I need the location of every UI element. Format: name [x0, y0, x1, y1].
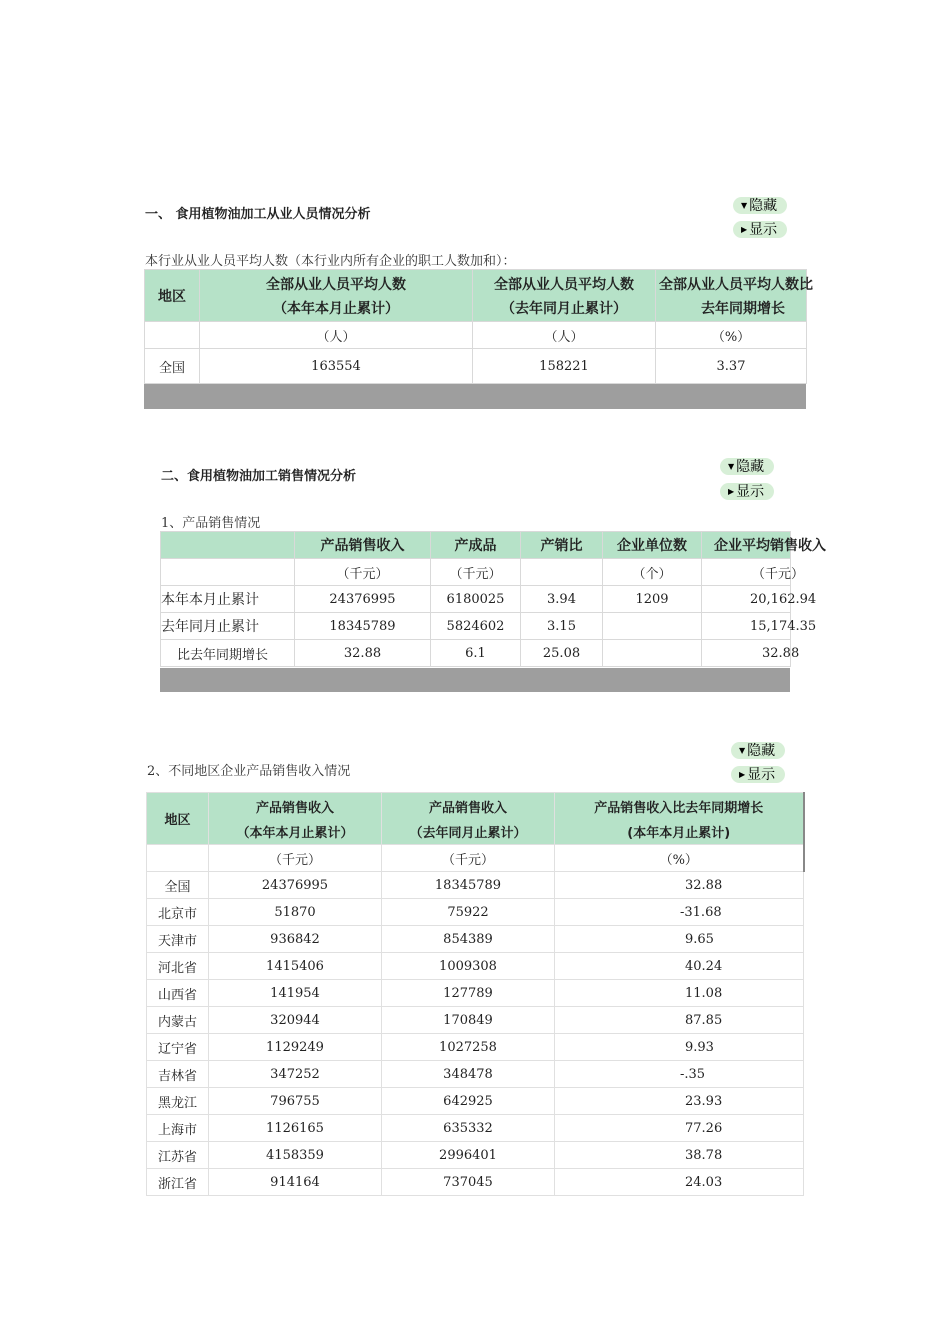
section3-caption: 2、不同地区企业产品销售收入情况 — [147, 764, 351, 779]
table-row — [147, 1007, 804, 1034]
employee-table — [144, 269, 813, 384]
value-cell: 40.24 — [555, 953, 804, 980]
value-cell: 854389 — [382, 926, 555, 953]
value-cell: 51870 — [209, 899, 382, 926]
value-cell: 642925 — [382, 1088, 555, 1115]
table-footer-bar — [160, 668, 790, 692]
header-sales-ratio: 产销比 — [521, 532, 603, 559]
table-row — [147, 1115, 804, 1142]
header-enterprise-count: 企业单位数 — [603, 532, 702, 559]
section2-caption: 1、产品销售情况 — [161, 516, 261, 531]
value-cell: 24376995 — [209, 872, 382, 899]
value-cell: 87.85 — [555, 1007, 804, 1034]
section1-title: 一、 食用植物油加工从业人员情况分析 — [145, 207, 371, 222]
value-cell: 4158359 — [209, 1142, 382, 1169]
header-finished-goods: 产成品 — [431, 532, 521, 559]
header-lastyear-employees: 全部从业人员平均人数 （去年同月止累计） — [473, 270, 656, 322]
value-cell: 347252 — [209, 1061, 382, 1088]
value-cell: 914164 — [209, 1169, 382, 1196]
value-cell: 1009308 — [382, 953, 555, 980]
region-cell: 全国 — [147, 872, 209, 899]
region-cell: 辽宁省 — [147, 1034, 209, 1061]
unit-cell: （人） — [473, 322, 656, 349]
caret-down-icon: ▼ — [728, 462, 735, 471]
region-cell: 江苏省 — [147, 1142, 209, 1169]
table-row — [147, 980, 804, 1007]
value-cell: 24.03 — [555, 1169, 804, 1196]
table-row: 全国 163554 158221 3.37 — [145, 349, 807, 384]
region-cell: 内蒙古 — [147, 1007, 209, 1034]
sales-table: 产品销售收入 产成品 产销比 企业单位数 企业平均销售收入 （千元） （千元） （个） （千元） 本年本月止累计 24376995 6180025 3.94 1209 20,162.94 去年同月止累计 18345789 5824602 3.15 15,174.35 比去年同期增长 32.88 6.1 25.08 32.88 — [160, 531, 791, 667]
caret-right-icon: ▶ — [741, 225, 748, 234]
value-cell: 38.78 — [555, 1142, 804, 1169]
table-row — [147, 1142, 804, 1169]
table-row — [147, 1169, 804, 1196]
value-cell: -31.68 — [555, 899, 804, 926]
value-cell: 348478 — [382, 1061, 555, 1088]
region-cell: 天津市 — [147, 926, 209, 953]
caret-down-icon: ▼ — [741, 201, 748, 210]
value-cell: 9.93 — [555, 1034, 804, 1061]
value-cell: 127789 — [382, 980, 555, 1007]
value-cell: 1027258 — [382, 1034, 555, 1061]
value-cell: 635332 — [382, 1115, 555, 1142]
section3-show-button[interactable]: ▶ 显示 — [731, 766, 785, 783]
value-cell: 75922 — [382, 899, 555, 926]
table-footer-bar — [144, 384, 806, 409]
value-cell: 9.65 — [555, 926, 804, 953]
table-row — [147, 1061, 804, 1088]
value-cell: 23.93 — [555, 1088, 804, 1115]
value-cell: 77.26 — [555, 1115, 804, 1142]
value-cell: 1126165 — [209, 1115, 382, 1142]
caret-right-icon: ▶ — [728, 487, 735, 496]
section1-hide-button[interactable]: ▼ 隐藏 — [733, 197, 787, 214]
value-cell: 796755 — [209, 1088, 382, 1115]
caret-right-icon: ▶ — [739, 770, 746, 779]
table-row — [147, 926, 804, 953]
value-cell: 320944 — [209, 1007, 382, 1034]
table-row: 本年本月止累计 24376995 6180025 3.94 1209 20,162.94 — [161, 586, 791, 613]
section1-caption: 本行业从业人员平均人数（本行业内所有企业的职工人数加和）： — [145, 254, 516, 269]
value-cell: -.35 — [555, 1061, 804, 1088]
region-cell: 北京市 — [147, 899, 209, 926]
table-row — [147, 1034, 804, 1061]
unit-cell: （人） — [200, 322, 473, 349]
value-cell: 2996401 — [382, 1142, 555, 1169]
header-employee-growth: 全部从业人员平均人数比 去年同期增长 — [656, 270, 807, 322]
table-row — [147, 872, 804, 899]
header-region: 地区 — [145, 270, 200, 322]
table-row — [147, 1088, 804, 1115]
header-avg-sales: 企业平均销售收入 — [702, 532, 791, 559]
unit-cell: （%） — [656, 322, 807, 349]
region-cell: 上海市 — [147, 1115, 209, 1142]
value-cell: 1415406 — [209, 953, 382, 980]
region-cell: 黑龙江 — [147, 1088, 209, 1115]
table-row: 比去年同期增长 32.88 6.1 25.08 32.88 — [161, 640, 791, 667]
section2-show-button[interactable]: ▶ 显示 — [720, 483, 774, 500]
section1-show-button[interactable]: ▶ 显示 — [733, 221, 787, 238]
regional-sales-table: 地区 产品销售收入 （本年本月止累计） 产品销售收入 （去年同月止累计） 产品销售收入比去年同期增长 (本年本月止累计) （千元） （千元） （%） 全国 24376995 18345789 32.88 北京市 51870 75922 -31.68 天津市 936842 854389 9.65 河北省 1415406 1009308 40.24 山西省 141954 127789 11.08 内蒙古 320944 170849 87.85 辽宁省 1129249 1027258 9.93 吉林省 347252 348478 -.35 黑龙江 796755 642925 23.93 上海市 1126165 635332 77.26 江苏省 4158359 2996401 38.78 浙江省 914164 737045 24.03 — [146, 792, 805, 1196]
unit-cell — [145, 322, 200, 349]
header-sales-revenue: 产品销售收入 — [295, 532, 431, 559]
value-cell: 32.88 — [555, 872, 804, 899]
table-row — [147, 953, 804, 980]
section2-title: 二、食用植物油加工销售情况分析 — [161, 469, 357, 484]
value-cell: 936842 — [209, 926, 382, 953]
value-cell: 1129249 — [209, 1034, 382, 1061]
value-cell: 170849 — [382, 1007, 555, 1034]
value-cell: 11.08 — [555, 980, 804, 1007]
section3-hide-button[interactable]: ▼ 隐藏 — [731, 742, 785, 759]
value-cell: 737045 — [382, 1169, 555, 1196]
header-current-employees: 全部从业人员平均人数 （本年本月止累计） — [200, 270, 473, 322]
region-cell: 吉林省 — [147, 1061, 209, 1088]
region-cell: 浙江省 — [147, 1169, 209, 1196]
region-cell: 山西省 — [147, 980, 209, 1007]
value-cell: 18345789 — [382, 872, 555, 899]
section2-hide-button[interactable]: ▼ 隐藏 — [720, 458, 774, 475]
caret-down-icon: ▼ — [739, 746, 746, 755]
region-cell: 河北省 — [147, 953, 209, 980]
table-row — [147, 899, 804, 926]
value-cell: 141954 — [209, 980, 382, 1007]
table-row: 去年同月止累计 18345789 5824602 3.15 15,174.35 — [161, 613, 791, 640]
